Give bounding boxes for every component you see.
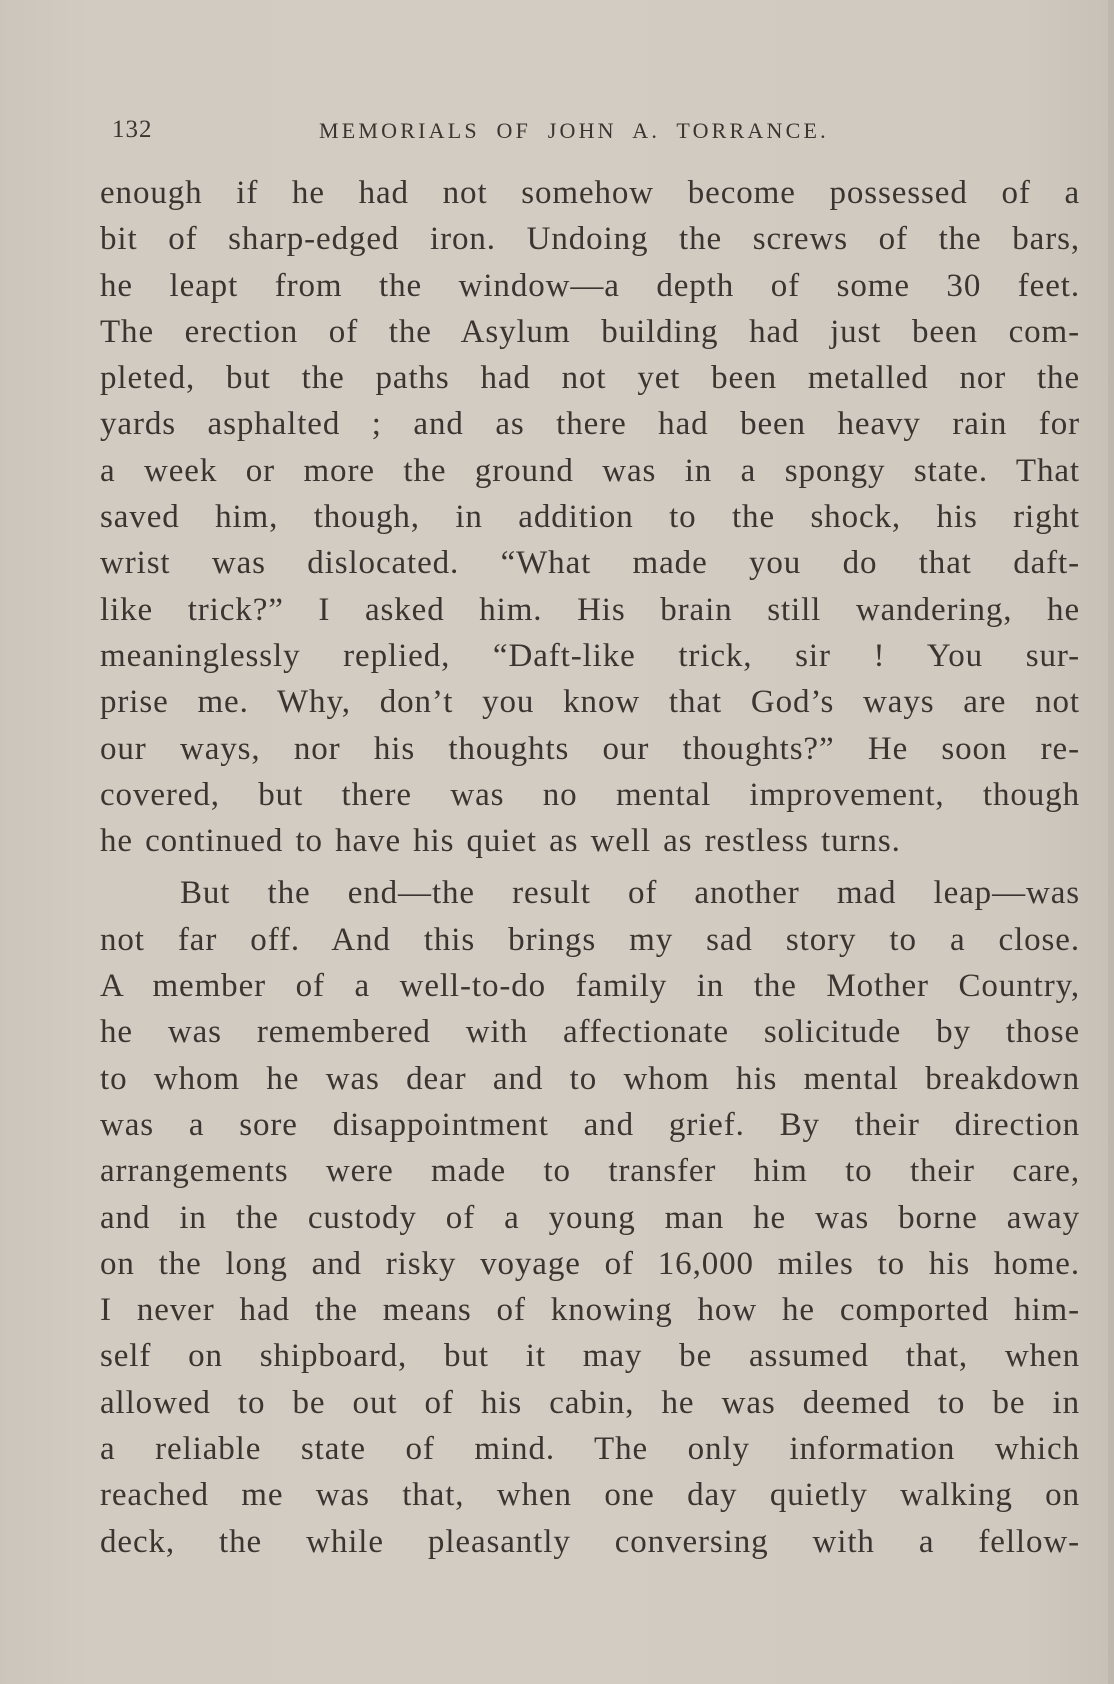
text-line: enough if he had not somehow become possessed of a	[100, 175, 1080, 211]
running-head	[112, 116, 1012, 150]
text-line: a week or more the ground was in a spongy state. That	[100, 452, 1080, 489]
text-line: wrist was dislocated. “What made you do that daft-	[100, 545, 1080, 582]
text-line: I never had the means of knowing how he comported him-	[100, 1292, 1080, 1329]
text-line: deck, the while pleasantly conversing with a fellow-	[100, 1523, 1080, 1560]
text-line: prise me. Why, don’t you know that God’s ways are not	[100, 684, 1080, 721]
text-line: But the end—the result of another mad leap—was	[180, 875, 1080, 912]
text-line: pleted, but the paths had not yet been metalled nor the	[100, 360, 1080, 397]
text-line: self on shipboard, but it may be assumed that, when	[100, 1338, 1080, 1375]
text-line: not far off. And this brings my sad story to a close.	[100, 921, 1080, 958]
text-line: a reliable state of mind. The only information which	[100, 1431, 1080, 1468]
text-line: allowed to be out of his cabin, he was deemed to be in	[100, 1384, 1080, 1421]
text-line: he leapt from the window—a depth of some 30 feet.	[100, 267, 1080, 304]
page-number: 132	[112, 116, 153, 143]
text-line: meaninglessly replied, “Daft-like trick, sir ! You sur-	[100, 637, 1080, 674]
text-line: he continued to have his quiet as well as restless turns.	[100, 823, 901, 860]
text-line: was a sore disappointment and grief. By their direction	[100, 1106, 1080, 1143]
text-line: The erection of the Asylum building had just been com-	[100, 313, 1080, 350]
body-text	[100, 170, 1080, 1565]
text-line: bit of sharp-edged iron. Undoing the screws of the bars,	[100, 221, 1080, 258]
text-line: our ways, nor his thoughts our thoughts?” He soon re-	[100, 730, 1080, 767]
text-line: on the long and risky voyage of 16,000 miles to his home.	[100, 1245, 1080, 1282]
text-line: reached me was that, when one day quietly walking on	[100, 1477, 1080, 1514]
text-line: yards asphalted ; and as there had been heavy rain for	[100, 406, 1080, 443]
text-line: like trick?” I asked him. His brain still wandering, he	[100, 591, 1080, 628]
text-line: saved him, though, in addition to the shock, his right	[100, 499, 1080, 536]
text-line: he was remembered with affectionate solicitude by those	[100, 1014, 1080, 1051]
text-line: covered, but there was no mental improvement, though	[100, 776, 1080, 813]
text-line: A member of a well-to-do family in the Mother Country,	[100, 968, 1080, 1005]
text-line: arrangements were made to transfer him to their care,	[100, 1153, 1080, 1190]
text-line: to whom he was dear and to whom his mental breakdown	[100, 1060, 1080, 1097]
running-title: MEMORIALS OF JOHN A. TORRANCE.	[319, 118, 829, 143]
text-line: and in the custody of a young man he was borne away	[100, 1199, 1080, 1236]
